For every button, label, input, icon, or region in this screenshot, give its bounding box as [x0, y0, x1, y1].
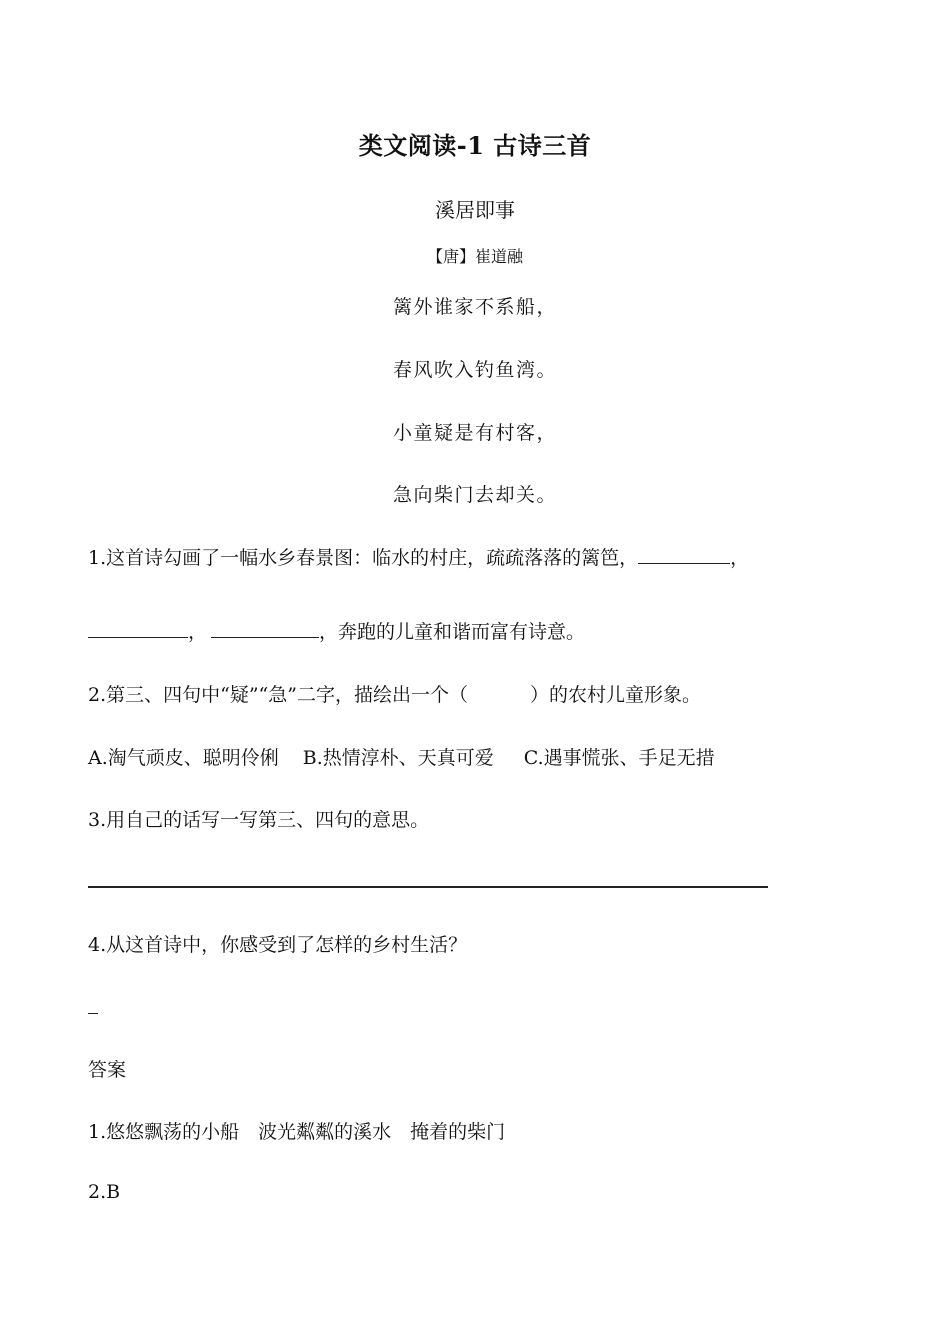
question-1-line-1: [88, 543, 749, 570]
question-2-text-end: ）的农村儿童形象。: [529, 684, 701, 706]
question-1-comma: ，: [188, 621, 208, 643]
option-a[interactable]: A.淘气顽皮、聪明伶俐: [88, 747, 279, 769]
poem-line-4: 急向柴门去却关。: [392, 484, 557, 506]
question-1-comma: ，: [319, 621, 339, 643]
answer-blank-2[interactable]: [88, 617, 188, 638]
question-2-text: 2.第三、四句中“疑”“急”二字，描绘出一个（: [88, 684, 468, 706]
answer-line-short[interactable]: [88, 1013, 98, 1014]
poem-line-3: 小童疑是有村客，: [392, 422, 557, 444]
poem-author: 【唐】崔道融: [426, 247, 523, 266]
poem-line-2: 春风吹入钓鱼湾。: [392, 359, 557, 381]
option-b[interactable]: B.热情淳朴、天真可爱: [302, 747, 494, 769]
answer-blank-3[interactable]: [211, 617, 319, 638]
answer-1: 1.悠悠飘荡的小船 波光粼粼的溪水 掩着的柴门: [88, 1121, 506, 1143]
poem-title: 溪居即事: [435, 198, 515, 222]
answers-heading: 答案: [88, 1059, 127, 1081]
page-title: 类文阅读-1 古诗三首: [358, 131, 592, 160]
question-3: 3.用自己的话写一写第三、四句的意思。: [88, 809, 430, 831]
question-1-text: 1.这首诗勾画了一幅水乡春景图：临水的村庄，疏疏落落的篱笆，: [88, 547, 639, 569]
answer-line[interactable]: [88, 886, 768, 888]
poem-line-1: 篱外谁家不系船，: [392, 296, 557, 318]
answer-blank-1[interactable]: [638, 543, 730, 564]
question-1-comma: ，: [730, 547, 750, 569]
question-1-line-2: [88, 617, 585, 644]
question-1-text-end: 奔跑的儿童和谐而富有诗意。: [338, 621, 586, 643]
question-2: [88, 680, 701, 707]
option-c[interactable]: C.遇事慌张、手足无措: [523, 747, 715, 769]
answer-2: 2.B: [88, 1181, 121, 1203]
question-4: 4.从这首诗中，你感受到了怎样的乡村生活？: [88, 934, 468, 956]
question-2-options: [88, 743, 715, 770]
